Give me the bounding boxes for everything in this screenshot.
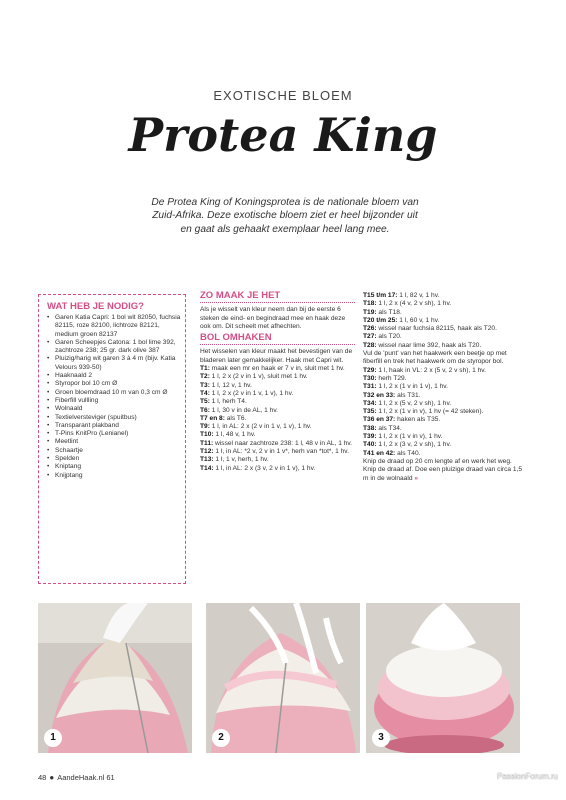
round-label: T13: xyxy=(200,456,214,464)
bullet-separator: ● xyxy=(49,773,55,782)
round-label: T15 t/m 17: xyxy=(363,292,398,299)
round-label: T31: xyxy=(363,383,377,391)
round-label: T11: xyxy=(200,439,214,447)
round-row xyxy=(363,441,523,449)
materials-item: • Garen Scheepjes Catona: 1 bol lime 392, zachtroze 238; 25 gr. dark olive 387 xyxy=(47,339,181,356)
materials-item: • Knijptang xyxy=(47,472,181,480)
round-text: wissel naar lime 392, haak als T20. xyxy=(378,341,482,349)
round-label: T2: xyxy=(200,373,210,381)
crochet-ball-photo-3 xyxy=(366,603,520,753)
round-text: 1 l, 2 x (1 v in v), 1 hv (= 42 steken). xyxy=(378,408,484,416)
round-row xyxy=(363,342,523,350)
article-intro: De Protea King of Koningsprotea is de nationale bloem van Zuid-Afrika. Deze exotische bloem ziet er heel bijzonder uit en gaat als gehaakt exemplaar heel lang mee. xyxy=(151,197,419,235)
round-text: 1 l, 82 v, 1 hv. xyxy=(399,292,440,299)
materials-title: WAT HEB JE NODIG? xyxy=(47,301,144,312)
round-row xyxy=(200,373,355,381)
photo-number-badge: 2 xyxy=(212,729,230,747)
materials-item: • Textielversteviger (spuitbus) xyxy=(47,414,181,422)
materials-item: • Transparant plakband xyxy=(47,422,181,430)
paragraph: Het wisselen van kleur maakt het bevestigen van de bladeren later gemakkelijker. Haak met Capri wit. xyxy=(200,348,353,364)
round-label: T14: xyxy=(200,464,214,472)
round-label: T26: xyxy=(363,325,377,333)
article-kicker: EXOTISCHE BLOEM xyxy=(213,88,353,103)
round-text: 1 l, 2 x (5 v, 2 v sh), 1 hv. xyxy=(378,399,452,407)
page-number: 48 xyxy=(38,773,47,782)
round-label: T3: xyxy=(200,381,210,389)
round-text: 1 l, 2 x (1 v in 1 v), 1 hv. xyxy=(378,383,448,391)
round-label: T12: xyxy=(200,448,214,456)
round-label: T7 en 8: xyxy=(200,414,225,422)
round-label: T20 t/m 25: xyxy=(363,316,398,324)
round-row xyxy=(200,456,355,464)
round-label: T41 en 42: xyxy=(363,449,396,457)
round-label: T35: xyxy=(363,408,377,416)
step-photo-3 xyxy=(366,603,520,753)
round-label: T18: xyxy=(363,300,377,308)
materials-item: • Pluizig/harig wit garen 3 à 4 m (bijv. Katia Velours 939-50) xyxy=(47,355,181,372)
round-row xyxy=(363,392,523,400)
round-text: herh T29. xyxy=(378,374,407,382)
magazine-name: AandeHaak.nl 61 xyxy=(57,773,115,782)
round-row xyxy=(200,390,355,398)
round-label: T9: xyxy=(200,423,210,431)
materials-item: • Wolnaald xyxy=(47,405,181,413)
crochet-ball-photo-1 xyxy=(38,603,192,753)
paragraph: Als je wisselt van kleur neem dan bij de eerste 6 steken de eind- en begindraad mee en haak deze ook om. Dit scheelt met afhechten. xyxy=(200,306,346,330)
materials-item: • T-Pins KnitPro (Lenianel) xyxy=(47,430,181,438)
round-text: 1 l, 12 v, 1 hv. xyxy=(211,381,252,389)
materials-item: • Schaartje xyxy=(47,447,181,455)
round-text: wissel naar fuchsia 82115, haak als T20. xyxy=(378,325,497,333)
instructions-column-2 xyxy=(363,292,523,483)
round-row xyxy=(363,350,523,367)
article-title: Protea King xyxy=(128,108,438,162)
photo-number-badge: 1 xyxy=(44,729,62,747)
round-row xyxy=(363,325,523,333)
instructions-column-1 xyxy=(200,292,355,473)
round-label: T39: xyxy=(363,433,377,441)
section-divider xyxy=(200,344,355,345)
materials-item: • Fiberfill vullling xyxy=(47,397,181,405)
round-label: T10: xyxy=(200,431,214,439)
round-text: 1 l, 2 x (2 v in 1 v, 1 v), 1 hv. xyxy=(211,389,294,397)
section-heading-ball: BOL OMHAKEN xyxy=(200,332,272,344)
closing-paragraph xyxy=(363,458,523,483)
round-row xyxy=(200,365,355,373)
round-label: T40: xyxy=(363,441,377,449)
materials-item: • Meetlint xyxy=(47,438,181,446)
round-text: als T18. xyxy=(378,308,402,316)
round-text: wissel naar zachtroze 238: 1 l, 48 v in AL, 1 hv. xyxy=(215,439,353,447)
section-divider xyxy=(200,302,355,303)
round-label: T6: xyxy=(200,406,210,414)
round-row xyxy=(363,408,523,416)
step-photo-1 xyxy=(38,603,192,753)
materials-box xyxy=(38,294,186,584)
round-row xyxy=(200,448,355,456)
round-label: T30: xyxy=(363,374,377,382)
round-text: Vul de 'punt' van het haakwerk een beetje op met fiberfill en trek het haakwerk om de styropor bol. xyxy=(363,350,507,366)
round-row xyxy=(200,382,355,390)
materials-item: • Kniptang xyxy=(47,463,181,471)
round-row xyxy=(363,292,523,300)
materials-item: • Groen bloemdraad 10 m van 0,3 cm Ø xyxy=(47,389,181,397)
round-row xyxy=(200,431,355,439)
round-row xyxy=(363,383,523,391)
round-label: T28: xyxy=(363,341,377,349)
round-row xyxy=(363,367,523,375)
round-text: 1 l, 2 x (2 v in 1 v), sluit met 1 hv. xyxy=(211,373,308,381)
round-label: T32 en 33: xyxy=(363,391,396,399)
round-row xyxy=(200,407,355,415)
round-text: als T40. xyxy=(397,449,421,457)
round-label: T27: xyxy=(363,333,377,341)
section-heading-how-to: ZO MAAK JE HET xyxy=(200,290,281,301)
round-row xyxy=(363,333,523,341)
round-text: 1 l, 30 v in de AL, 1 hv. xyxy=(211,406,278,414)
round-label: T34: xyxy=(363,399,377,407)
round-text: maak een mr en haak er 7 v in, sluit met 1 hv. xyxy=(211,365,345,373)
round-text: haken als T35. xyxy=(397,416,441,424)
round-text: als T20. xyxy=(378,333,402,341)
round-label: T19: xyxy=(363,308,377,316)
round-row xyxy=(363,309,523,317)
round-row xyxy=(363,375,523,383)
materials-item: • Garen Katia Capri: 1 bol wit 82050, fuchsia 82115, roze 82100, lichtroze 82121, medium groen 82137 xyxy=(47,314,181,339)
round-row xyxy=(200,465,355,473)
round-text: 1 l, 48 v, 1 hv. xyxy=(215,431,256,439)
round-row xyxy=(363,450,523,458)
photo-number-badge: 3 xyxy=(372,729,390,747)
round-row xyxy=(363,433,523,441)
round-row xyxy=(363,416,523,424)
watermark: PassionForum.ru xyxy=(497,772,558,781)
round-text: 1 l, haak in VL: 2 x (5 v, 2 v sh), 1 hv. xyxy=(378,366,486,374)
round-row xyxy=(363,300,523,308)
page-footer xyxy=(38,773,115,782)
round-text: 1 l, 1 v, herh, 1 hv. xyxy=(215,456,269,464)
round-label: T38: xyxy=(363,424,377,432)
materials-list xyxy=(47,314,181,480)
round-row xyxy=(200,398,355,406)
materials-item: • Styropor bol 10 cm Ø xyxy=(47,380,181,388)
step-photo-2 xyxy=(206,603,360,753)
round-text: als T34. xyxy=(378,424,402,432)
closing-text: Knip de draad op 20 cm lengte af en werk het weg. Knip de draad af. Doe een pluizige draad van circa 1,5 m in de wolnaald xyxy=(363,457,523,482)
crochet-ball-photo-2 xyxy=(206,603,360,753)
round-text: 1 l, 60 v, 1 hv. xyxy=(399,316,440,324)
round-label: T36 en 37: xyxy=(363,416,396,424)
round-label: T4: xyxy=(200,389,210,397)
round-row xyxy=(363,317,523,325)
round-text: 1 l, in AL: 2 x (3 v, 2 v in 1 v), 1 hv. xyxy=(215,464,316,472)
round-row xyxy=(363,425,523,433)
round-text: als T31. xyxy=(397,391,421,399)
round-text: 1 l, 2 x (3 v, 2 v sh), 1 hv. xyxy=(378,441,452,449)
round-text: 1 l, in AL: *2 v, 2 v in 1 v*, herh van *tot*, 1 hv. xyxy=(215,448,349,456)
round-text: 1 l, 2 x (1 v in v), 1 hv. xyxy=(378,433,443,441)
materials-item: • Haaknaald 2 xyxy=(47,372,181,380)
materials-item: • Spelden xyxy=(47,455,181,463)
continue-arrow-icon: » xyxy=(414,474,418,482)
round-text: 1 l, herh T4. xyxy=(211,398,247,406)
round-row xyxy=(200,415,355,423)
round-label: T29: xyxy=(363,366,377,374)
round-row xyxy=(200,440,355,448)
round-row xyxy=(200,423,355,431)
round-text: 1 l, 2 x (4 v, 2 v sh), 1 hv. xyxy=(378,300,452,308)
round-label: T1: xyxy=(200,365,210,373)
round-label: T5: xyxy=(200,398,210,406)
round-text: als T6. xyxy=(226,414,247,422)
round-text: 1 l, in AL: 2 x (2 v in 1 v, 1 v), 1 hv. xyxy=(211,423,312,431)
round-row xyxy=(363,400,523,408)
